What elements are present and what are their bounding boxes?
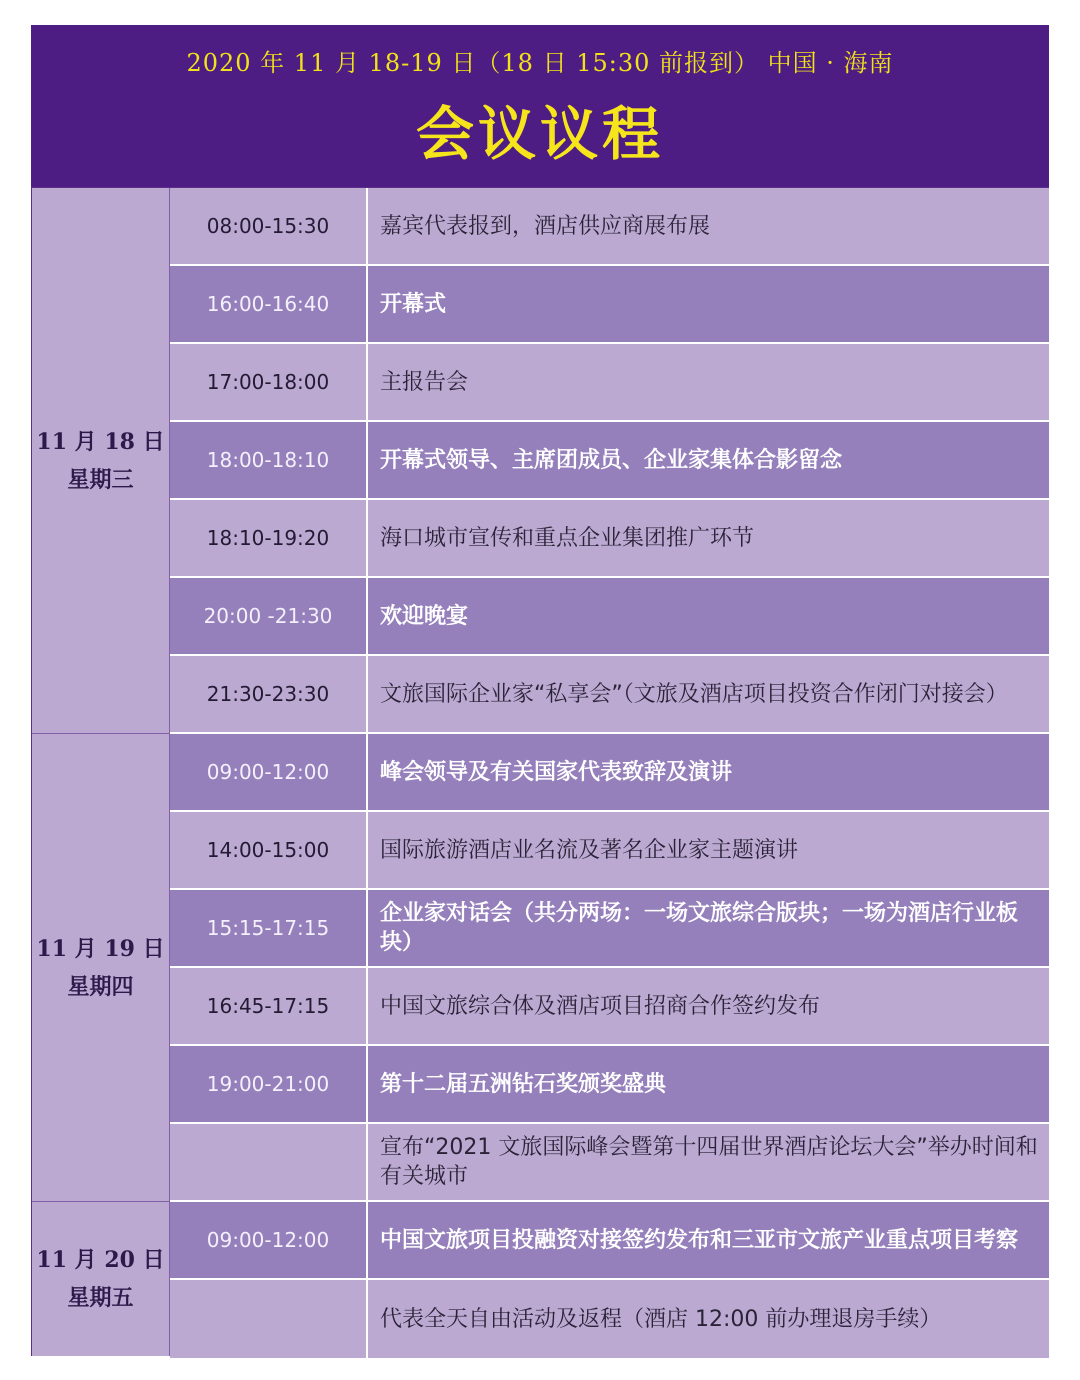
day-weekday: 星期五 (67, 1285, 134, 1311)
row-event: 宣布“2021 文旅国际峰会暨第十四届世界酒店论坛大会”举办时间和有关城市 (380, 1135, 1038, 1189)
row-time: 15:15-17:15 (170, 890, 368, 966)
row-time: 17:00-18:00 (170, 344, 368, 420)
row-event: 第十二届五洲钻石奖颁奖盛典 (380, 1071, 667, 1097)
row-time: 16:45-17:15 (170, 968, 368, 1044)
row-event: 企业家对话会（共分两场：一场文旅综合版块；一场为酒店行业板块） (380, 901, 1019, 955)
agenda-row (170, 1124, 1049, 1202)
agenda-row (170, 734, 1049, 812)
agenda-row (170, 1202, 1049, 1280)
agenda-row (170, 656, 1049, 734)
agenda-row (170, 1046, 1049, 1124)
row-event: 主报告会 (380, 369, 469, 395)
row-event: 中国文旅项目投融资对接签约发布和三亚市文旅产业重点项目考察 (380, 1227, 1019, 1253)
row-event: 开幕式 (380, 291, 447, 317)
row-event: 海口城市宣传和重点企业集团推广环节 (380, 525, 755, 551)
day-weekday: 星期三 (67, 466, 134, 493)
row-event: 嘉宾代表报到，酒店供应商展布展 (380, 213, 711, 239)
row-time: 19:00-21:00 (170, 1046, 368, 1122)
agenda-row (170, 188, 1049, 266)
agenda-row (170, 578, 1049, 656)
day-cell-18 (32, 188, 170, 734)
row-time: 09:00-12:00 (170, 1202, 368, 1278)
agenda-row (170, 890, 1049, 968)
row-time: 09:00-12:00 (170, 734, 368, 810)
row-time: 16:00-16:40 (170, 266, 368, 342)
day-cell-19 (32, 734, 170, 1202)
row-event: 峰会领导及有关国家代表致辞及演讲 (380, 759, 733, 785)
day-date: 11 月 20 日 (36, 1247, 165, 1273)
agenda-header (31, 25, 1049, 187)
agenda-row (170, 1280, 1049, 1358)
row-event: 文旅国际企业家“私享会”（文旅及酒店项目投资合作闭门对接会） (380, 681, 1008, 707)
row-event: 中国文旅综合体及酒店项目招商合作签约发布 (380, 993, 821, 1019)
agenda-row (170, 812, 1049, 890)
day-cell-20 (32, 1202, 170, 1356)
row-time: 18:10-19:20 (170, 500, 368, 576)
agenda-table (31, 187, 1049, 1356)
row-event: 代表全天自由活动及返程（酒店 12:00 前办理退房手续） (380, 1306, 942, 1332)
row-event: 开幕式领导、主席团成员、企业家集体合影留念 (380, 447, 843, 473)
row-event: 国际旅游酒店业名流及著名企业家主题演讲 (380, 837, 799, 863)
row-time: 21:30-23:30 (170, 656, 368, 732)
agenda-row (170, 266, 1049, 344)
agenda-title: 会议议程 (415, 100, 664, 168)
row-time: 20:00 -21:30 (170, 578, 368, 654)
agenda-row (170, 422, 1049, 500)
agenda-row (170, 344, 1049, 422)
day-date: 11 月 18 日 (36, 428, 165, 455)
row-time: 14:00-15:00 (170, 812, 368, 888)
day-date: 11 月 19 日 (36, 935, 165, 962)
row-time (170, 1124, 368, 1200)
row-event: 欢迎晚宴 (380, 603, 469, 629)
agenda-row (170, 500, 1049, 578)
agenda-row (170, 968, 1049, 1046)
agenda-frame (31, 25, 1049, 1356)
row-time (170, 1280, 368, 1358)
day-weekday: 星期四 (67, 973, 134, 1000)
row-time: 18:00-18:10 (170, 422, 368, 498)
agenda-subtitle: 2020 年 11 月 18-19 日（18 日 15:30 前报到） 中国 · 海南 (186, 49, 894, 77)
row-time: 08:00-15:30 (170, 188, 368, 264)
